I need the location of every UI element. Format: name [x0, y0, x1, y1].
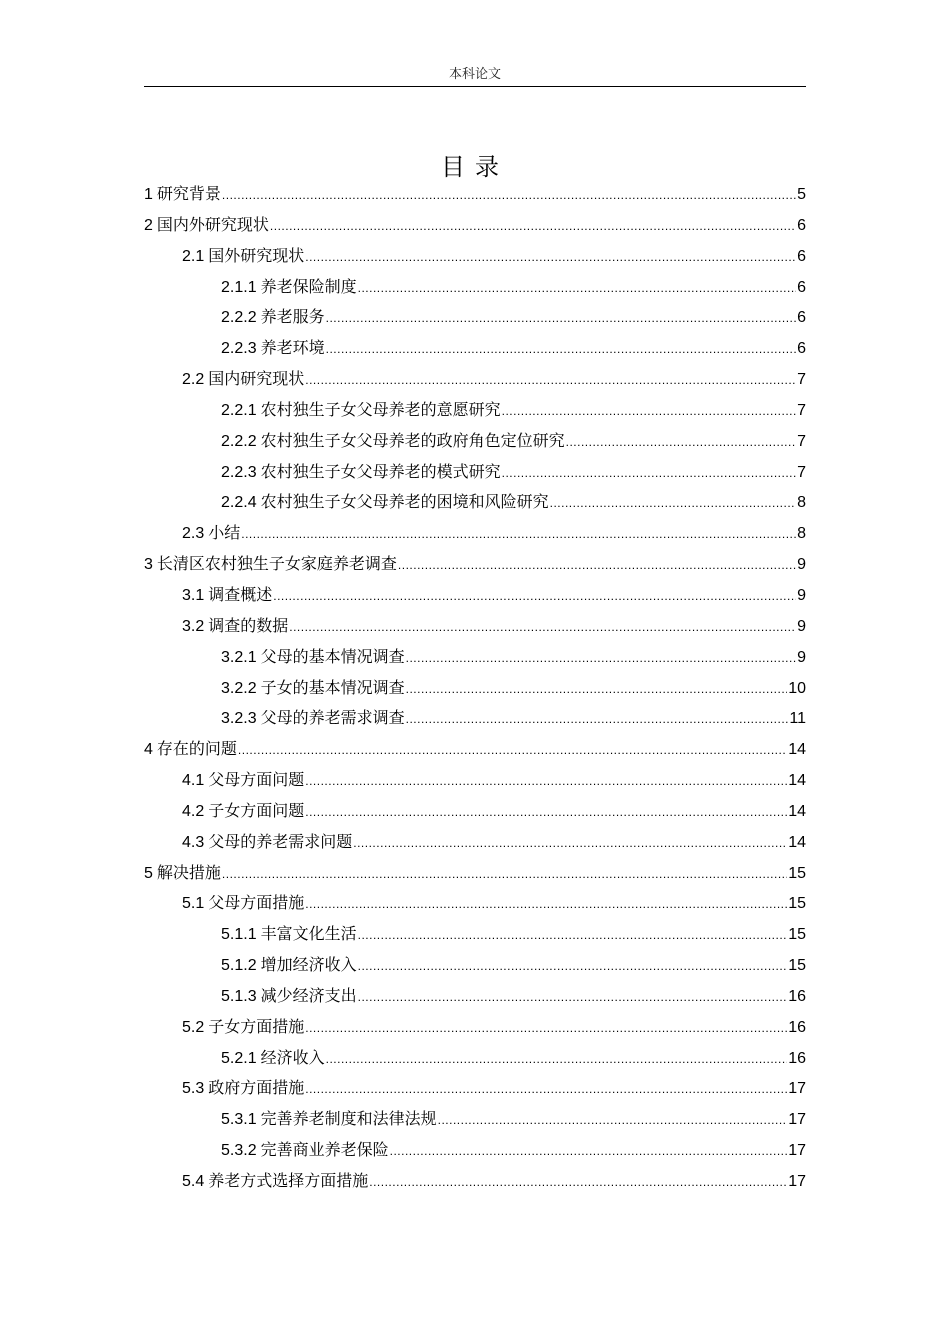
toc-entry-page-number: 7 — [797, 463, 806, 481]
toc-entry[interactable] — [144, 734, 806, 765]
toc-entry[interactable] — [144, 919, 806, 950]
toc-entry-number: 5.3 — [182, 1080, 205, 1098]
toc-entry[interactable] — [144, 210, 806, 241]
dot-leader — [406, 674, 788, 705]
toc-entry[interactable] — [144, 426, 806, 457]
toc-entry-title: 农村独生子女父母养老的意愿研究 — [260, 399, 501, 419]
toc-entry-number: 3.2.1 — [221, 648, 257, 666]
toc-entry-title: 政府方面措施 — [208, 1078, 305, 1098]
toc-entry-number: 2.1.1 — [221, 278, 257, 296]
toc-entry-title: 农村独生子女父母养老的困境和风险研究 — [260, 492, 549, 512]
toc-entry-title: 调查的数据 — [208, 615, 289, 635]
toc-entry-title: 调查概述 — [208, 584, 273, 604]
toc-entry[interactable] — [144, 888, 806, 919]
dot-leader — [502, 396, 796, 427]
toc-entry-page-number: 10 — [788, 679, 806, 697]
toc-entry[interactable] — [144, 950, 806, 981]
dot-leader — [390, 1136, 788, 1167]
toc-entry-number: 3.1 — [182, 586, 205, 604]
toc-entry-page-number: 6 — [797, 216, 806, 234]
dot-leader — [358, 920, 788, 951]
toc-entry-title: 完善养老制度和法律法规 — [260, 1109, 437, 1129]
toc-entry[interactable] — [144, 518, 806, 549]
dot-leader — [222, 859, 787, 890]
toc-entry-title: 农村独生子女父母养老的模式研究 — [260, 461, 501, 481]
toc-entry-page-number: 8 — [797, 525, 806, 543]
toc-entry-title: 存在的问题 — [156, 739, 237, 759]
toc-entry-number: 5.1.3 — [221, 987, 257, 1005]
header-text: 本科论文 — [448, 67, 501, 82]
toc-entry-number: 5.2.1 — [221, 1049, 257, 1067]
toc-entry-page-number: 17 — [788, 1080, 806, 1098]
toc-entry-title: 增加经济收入 — [260, 955, 357, 975]
toc-entry-number: 2 — [144, 216, 153, 234]
dot-leader — [438, 1105, 788, 1136]
toc-entry-title: 父母的养老需求问题 — [208, 831, 353, 851]
toc-entry-page-number: 17 — [788, 1111, 806, 1129]
toc-entry[interactable] — [144, 673, 806, 704]
toc-entry-page-number: 11 — [789, 710, 806, 728]
toc-entry-number: 5.2 — [182, 1018, 205, 1036]
toc-entry-title: 父母的基本情况调查 — [260, 646, 405, 666]
toc-entry-title: 子女方面措施 — [208, 1016, 305, 1036]
toc-entry-number: 5.3.1 — [221, 1111, 257, 1129]
toc-entry-title: 研究背景 — [156, 184, 221, 203]
dot-leader — [369, 1167, 787, 1198]
toc-title: 目录 — [441, 153, 509, 182]
toc-entry-title: 父母方面措施 — [208, 893, 305, 913]
toc-entry-title: 养老环境 — [260, 338, 325, 358]
toc-entry-number: 5 — [144, 864, 153, 882]
toc-entry[interactable] — [144, 241, 806, 272]
dot-leader — [238, 735, 787, 766]
toc-entry-number: 4.3 — [182, 833, 205, 851]
toc-entry-page-number: 9 — [797, 586, 806, 604]
dot-leader — [270, 211, 796, 242]
toc-entry-number: 2.2.3 — [221, 463, 257, 481]
toc-entry[interactable] — [144, 1135, 806, 1166]
toc-entry-number: 2.2.3 — [221, 340, 257, 358]
toc-entry-page-number: 9 — [797, 617, 806, 635]
toc-entry-title: 完善商业养老保险 — [260, 1140, 389, 1160]
toc-entry-title: 父母的养老需求调查 — [260, 708, 405, 728]
dot-leader — [550, 488, 796, 519]
toc-entry-title: 养老服务 — [260, 307, 325, 327]
page-header — [144, 66, 806, 87]
toc-entry-title: 减少经济支出 — [260, 985, 357, 1005]
toc-entry-number: 5.3.2 — [221, 1142, 257, 1160]
toc-entry[interactable] — [144, 1043, 806, 1074]
toc-entry-number: 4 — [144, 741, 153, 759]
toc-entry-number: 4.1 — [182, 772, 205, 790]
toc-entry[interactable] — [144, 179, 806, 210]
dot-leader — [326, 334, 796, 365]
toc-entry[interactable] — [144, 611, 806, 642]
dot-leader — [353, 828, 787, 859]
toc-entry-title: 长清区农村独生子女家庭养老调查 — [156, 554, 397, 574]
toc-entry-page-number: 7 — [797, 432, 806, 450]
table-of-contents — [144, 179, 806, 1197]
toc-entry[interactable] — [144, 457, 806, 488]
toc-entry[interactable] — [144, 703, 806, 734]
toc-entry-page-number: 15 — [788, 957, 806, 975]
toc-entry-number: 2.2.2 — [221, 309, 257, 327]
toc-entry-page-number: 17 — [788, 1173, 806, 1190]
toc-entry-page-number: 5 — [797, 186, 806, 203]
dot-leader — [222, 180, 796, 211]
toc-entry[interactable] — [144, 487, 806, 518]
dot-leader — [305, 365, 796, 396]
toc-entry-number: 5.1.1 — [221, 926, 257, 944]
toc-entry-number: 2.1 — [182, 247, 205, 265]
toc-entry-page-number: 14 — [788, 741, 806, 759]
toc-entry-title: 养老方式选择方面措施 — [208, 1171, 369, 1190]
dot-leader — [273, 581, 796, 612]
toc-entry-page-number: 16 — [788, 1049, 806, 1067]
toc-entry[interactable] — [144, 765, 806, 796]
dot-leader — [305, 766, 787, 797]
toc-entry-number: 3.2.2 — [221, 679, 257, 697]
toc-entry-title: 父母方面问题 — [208, 770, 305, 790]
toc-entry-page-number: 8 — [797, 494, 806, 512]
toc-entry-number: 3.2 — [182, 617, 205, 635]
toc-entry[interactable] — [144, 1012, 806, 1043]
dot-leader — [406, 704, 789, 735]
toc-entry[interactable] — [144, 642, 806, 673]
toc-entry-page-number: 7 — [797, 401, 806, 419]
toc-entry-number: 3.2.3 — [221, 710, 257, 728]
toc-entry-number: 2.2.2 — [221, 432, 257, 450]
dot-leader — [305, 797, 787, 828]
dot-leader — [241, 519, 796, 550]
toc-entry-page-number: 7 — [797, 371, 806, 389]
toc-entry[interactable] — [144, 796, 806, 827]
dot-leader — [326, 1044, 788, 1075]
toc-entry[interactable] — [144, 1073, 806, 1104]
dot-leader — [289, 612, 796, 643]
toc-entry-number: 2.2 — [182, 371, 205, 389]
toc-entry-page-number: 15 — [788, 926, 806, 944]
dot-leader — [305, 242, 796, 273]
toc-entry-page-number: 14 — [788, 772, 806, 790]
dot-leader — [358, 273, 796, 304]
dot-leader — [326, 303, 796, 334]
toc-entry[interactable] — [144, 580, 806, 611]
toc-entry-title: 小结 — [208, 523, 241, 543]
toc-entry-title: 子女的基本情况调查 — [260, 677, 405, 697]
toc-entry[interactable] — [144, 827, 806, 858]
toc-entry-number: 4.2 — [182, 802, 205, 820]
toc-entry[interactable] — [144, 333, 806, 364]
toc-entry[interactable] — [144, 272, 806, 303]
toc-entry-title: 解决措施 — [156, 862, 221, 882]
toc-entry-page-number: 6 — [797, 278, 806, 296]
toc-entry-page-number: 9 — [797, 556, 806, 574]
toc-entry-page-number: 14 — [788, 833, 806, 851]
toc-entry-number: 5.1.2 — [221, 957, 257, 975]
toc-entry[interactable] — [144, 395, 806, 426]
dot-leader — [358, 982, 788, 1013]
dot-leader — [566, 427, 796, 458]
toc-entry[interactable] — [144, 1166, 806, 1197]
toc-entry[interactable] — [144, 981, 806, 1012]
dot-leader — [305, 1074, 787, 1105]
toc-entry-number: 3 — [144, 556, 153, 574]
dot-leader — [305, 889, 787, 920]
toc-entry-number: 2.2.1 — [221, 401, 257, 419]
toc-entry[interactable] — [144, 364, 806, 395]
toc-entry-title: 养老保险制度 — [260, 276, 357, 296]
toc-entry-number: 2.3 — [182, 525, 205, 543]
toc-entry-number: 2.2.4 — [221, 494, 257, 512]
dot-leader — [502, 458, 796, 489]
dot-leader — [358, 951, 788, 982]
toc-entry-number: 1 — [144, 186, 153, 203]
dot-leader — [398, 550, 796, 581]
dot-leader — [305, 1013, 787, 1044]
toc-entry-page-number: 6 — [797, 340, 806, 358]
toc-entry-page-number: 15 — [788, 864, 806, 882]
toc-entry[interactable] — [144, 1104, 806, 1135]
toc-entry[interactable] — [144, 858, 806, 889]
toc-entry-page-number: 9 — [797, 648, 806, 666]
toc-entry[interactable] — [144, 549, 806, 580]
toc-entry-title: 国内外研究现状 — [156, 214, 269, 234]
toc-entry-page-number: 14 — [788, 802, 806, 820]
toc-entry-title: 丰富文化生活 — [260, 924, 357, 944]
toc-entry-number: 5.4 — [182, 1173, 205, 1190]
dot-leader — [406, 643, 796, 674]
toc-entry-title: 子女方面问题 — [208, 800, 305, 820]
toc-entry-page-number: 15 — [788, 895, 806, 913]
toc-entry-page-number: 6 — [797, 247, 806, 265]
toc-entry-title: 农村独生子女父母养老的政府角色定位研究 — [260, 430, 565, 450]
toc-entry-number: 5.1 — [182, 895, 205, 913]
toc-entry-page-number: 16 — [788, 987, 806, 1005]
toc-entry-page-number: 17 — [788, 1142, 806, 1160]
toc-entry-title: 经济收入 — [260, 1047, 325, 1067]
toc-entry-page-number: 16 — [788, 1018, 806, 1036]
toc-entry-title: 国内研究现状 — [208, 369, 305, 389]
toc-entry-title: 国外研究现状 — [208, 245, 305, 265]
toc-entry-page-number: 6 — [797, 309, 806, 327]
toc-entry[interactable] — [144, 302, 806, 333]
